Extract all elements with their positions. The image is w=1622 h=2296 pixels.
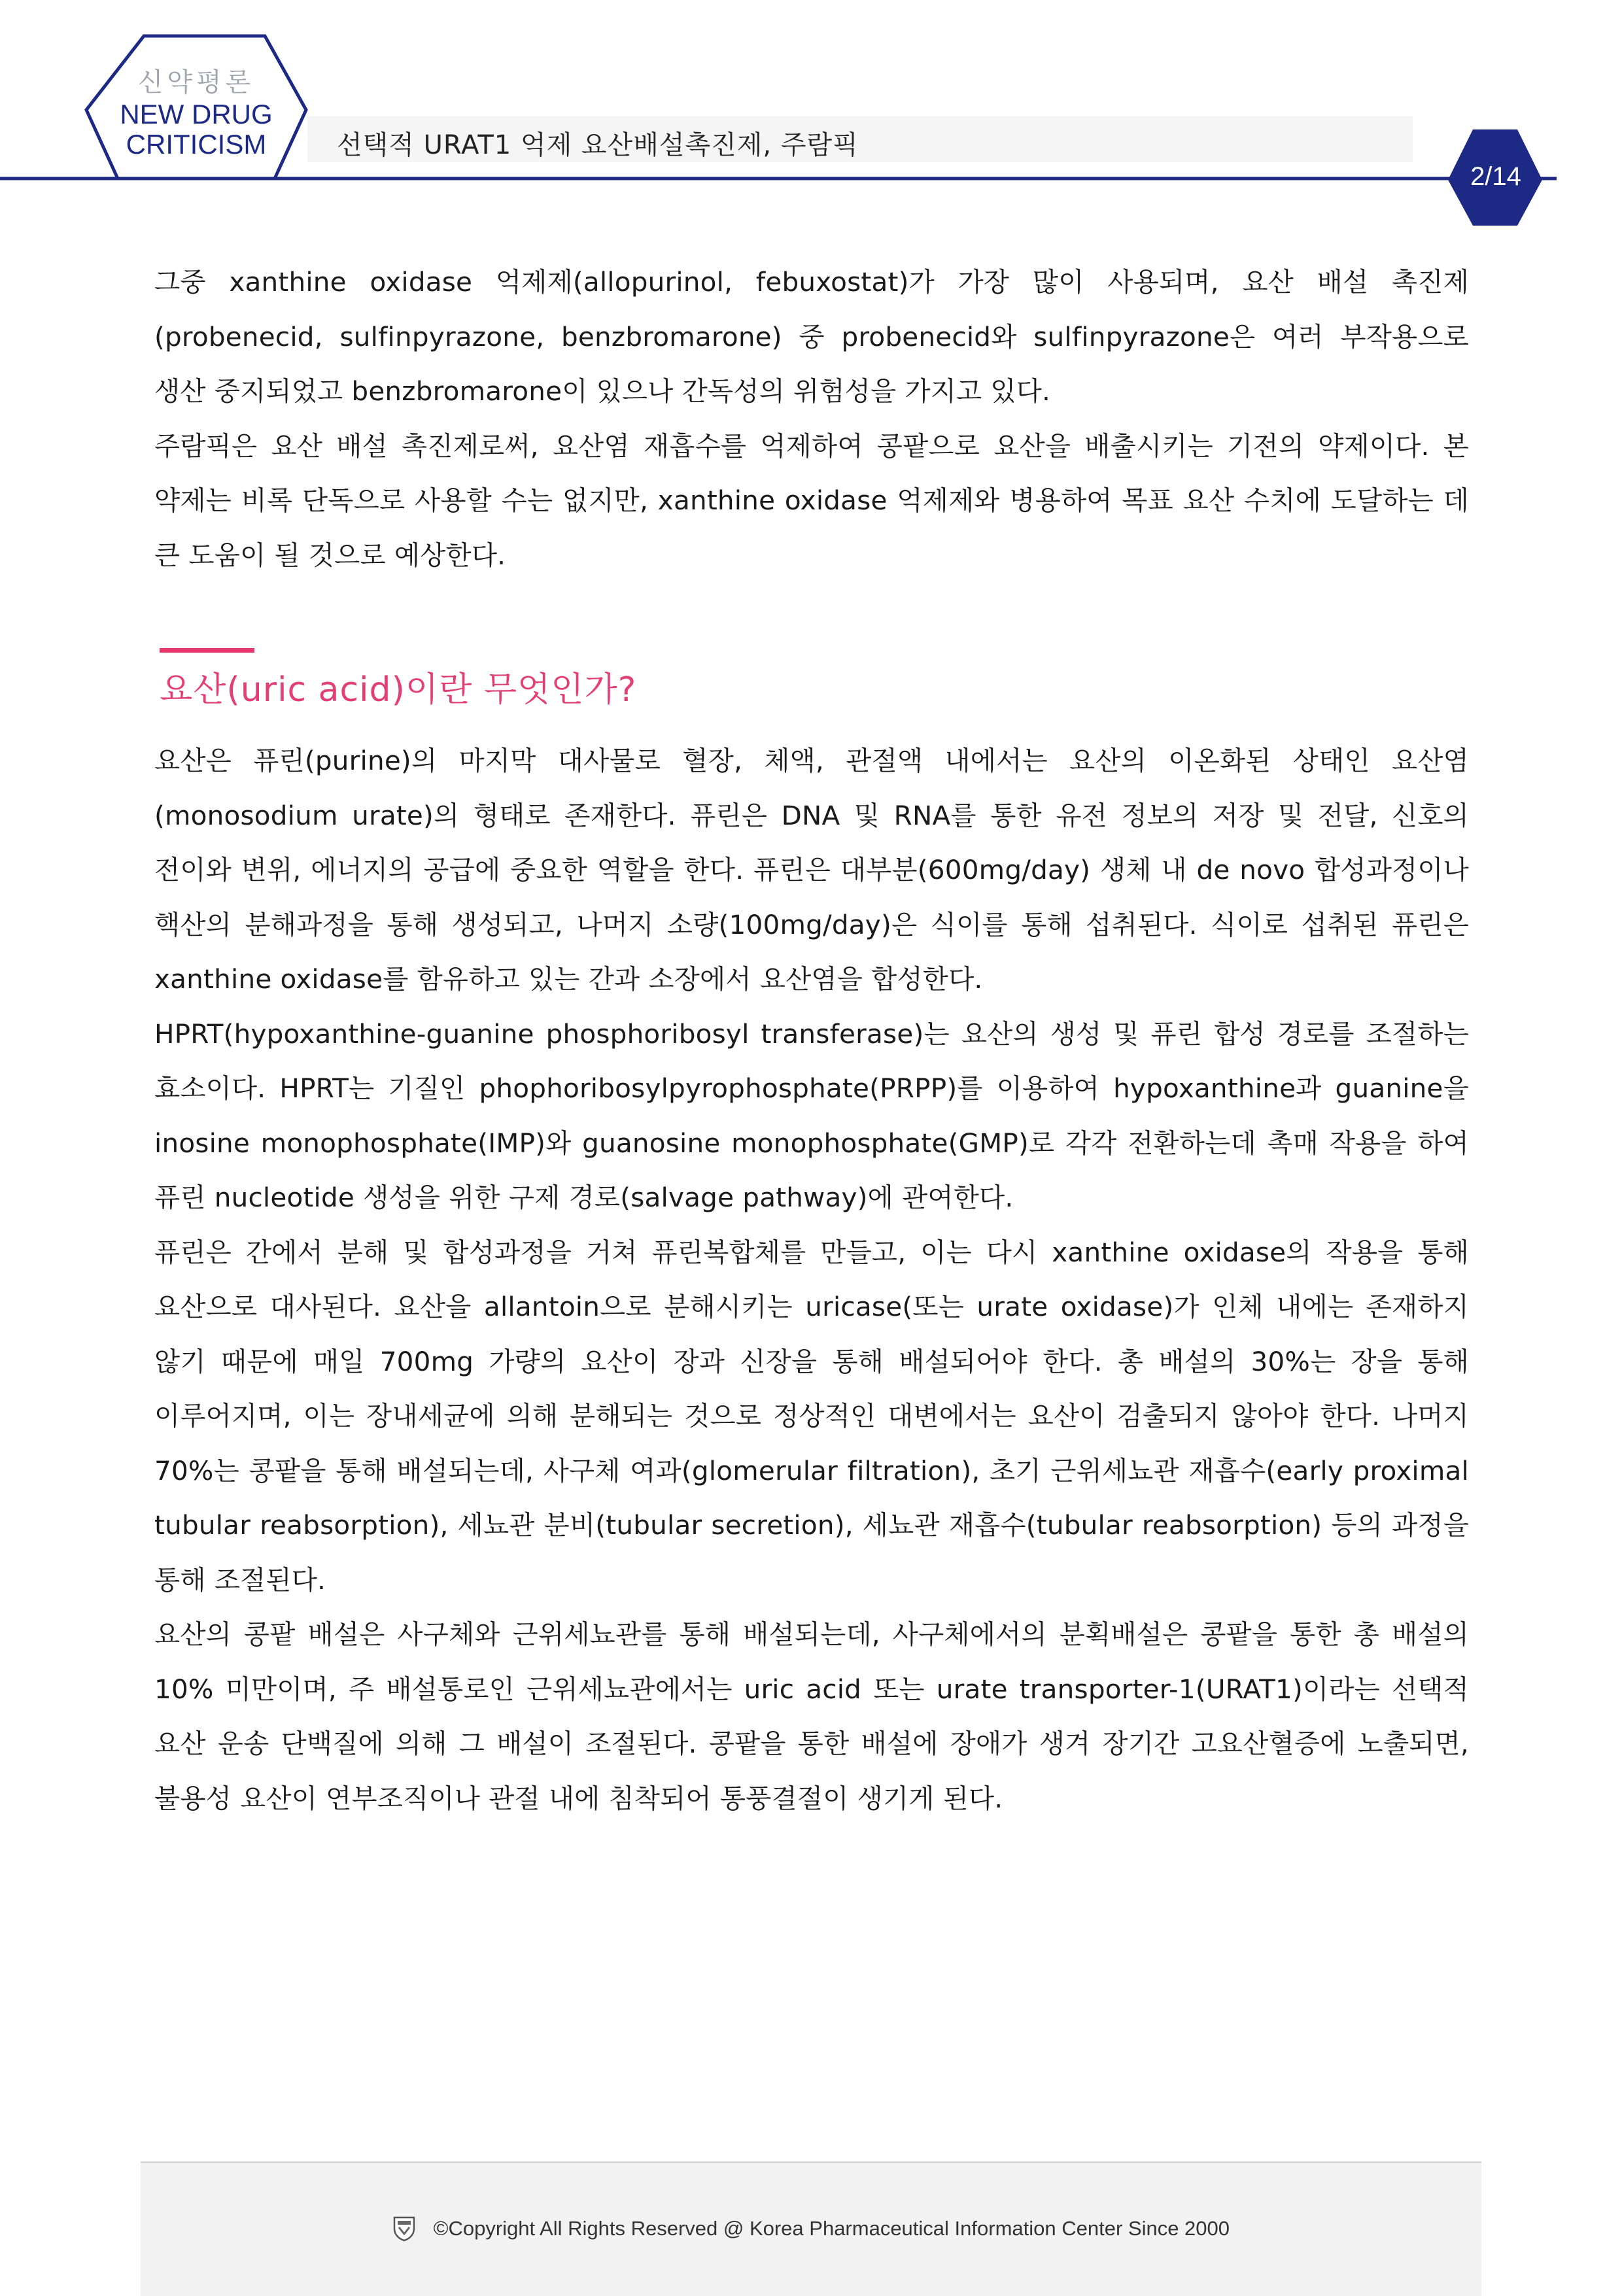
- page-number: 2/14: [1470, 162, 1521, 191]
- document-title: 선택적 URAT1 억제 요산배설촉진제, 주람픽: [337, 130, 859, 160]
- logo-english-line2: CRITICISM: [126, 129, 267, 160]
- page-header: [0, 0, 1622, 235]
- section-paragraph-1: 요산은 퓨린(purine)의 마지막 대사물로 혈장, 체액, 관절액 내에서는 요산의 이온화된 상태인 요산염(monosodium urate)의 형태로 존재한다. 퓨린은 DNA 및 RNA를 통한 유전 정보의 저장 및 전달, 신호의 전이와 변위, 에너지의 공급에 중요한 역할을 한다. 퓨린은 대부분(600mg/day) 생체 내 de novo 합성과정이나 핵산의 분해과정을 통해 생성되고, 나머지 소량(100mg/day)은 식이를 통해 섭취된다. 식이로 섭취된 퓨린은 xanthine oxidase를 함유하고 있는 간과 소장에서 요산염을 합성한다.: [154, 745, 1469, 995]
- logo-english-line1: NEW DRUG: [120, 99, 273, 129]
- section-paragraph-3: 퓨린은 간에서 분해 및 합성과정을 거쳐 퓨린복합체를 만들고, 이는 다시 xanthine oxidase의 작용을 통해 요산으로 대사된다. 요산을 allantoin으로 분해시키는 uricase(또는 urate oxidase)가 인체 내에는 존재하지 않기 때문에 매일 700mg 가량의 요산이 장과 신장을 통해 배설되어야 한다. 총 배설의 30%는 장을 통해 이루어지며, 이는 장내세균에 의해 분해되는 것으로 정상적인 대변에서는 요산이 검출되지 않아야 한다. 나머지 70%는 콩팥을 통해 배설되는데, 사구체 여과(glomerular filtration), 초기 근위세뇨관 재흡수(early proximal tubular reabsorption), 세뇨관 분비(tubular secretion), 세뇨관 재흡수(tubular reabsorption) 등의 과정을 통해 조절된다.: [154, 1236, 1469, 1596]
- logo-korean: 신약평론: [137, 67, 255, 97]
- copyright-text: ©Copyright All Rights Reserved @ Korea Pharmaceutical Information Center Since 2000: [433, 2217, 1230, 2240]
- shield-emblem-icon: [392, 2216, 416, 2242]
- uric-acid-section: [154, 648, 1469, 1826]
- intro-paragraph-1: 그중 xanthine oxidase 억제제(allopurinol, febuxostat)가 가장 많이 사용되며, 요산 배설 촉진제(probenecid, sulfinpyrazone, benzbromarone) 중 probenecid와 sulfinpyrazone은 여러 부작용으로 생산 중지되었고 benzbromarone이 있으나 간독성의 위험성을 가지고 있다.: [154, 266, 1469, 407]
- page-footer: [141, 2161, 1481, 2296]
- logo: [98, 65, 294, 160]
- section-title: 요산(uric acid)이란 무엇인가?: [160, 670, 637, 710]
- main-content: [154, 255, 1469, 1826]
- footer-copyright-line: [141, 2216, 1481, 2242]
- section-accent-bar: [160, 648, 254, 653]
- section-paragraph-2: HPRT(hypoxanthine-guanine phosphoribosyl transferase)는 요산의 생성 및 퓨린 합성 경로를 조절하는 효소이다. HPRT는 기질인 phophoribosylpyrophosphate(PRPP)를 이용하여 hypoxanthine과 guanine을 inosine monophosphate(IMP)와 guanosine monophosphate(GMP)로 각각 전환하는데 촉매 작용을 하여 퓨린 nucleotide 생성을 위한 구제 경로(salvage pathway)에 관여한다.: [154, 1018, 1469, 1213]
- section-paragraph-4: 요산의 콩팥 배설은 사구체와 근위세뇨관를 통해 배설되는데, 사구체에서의 분획배설은 콩팥을 통한 총 배설의 10% 미만이며, 주 배설통로인 근위세뇨관에서는 uric acid 또는 urate transporter-1(URAT1)이라는 선택적 요산 운송 단백질에 의해 그 배설이 조절된다. 콩팥을 통한 배설에 장애가 생겨 장기간 고요산혈증에 노출되면, 불용성 요산이 연부조직이나 관절 내에 침착되어 통풍결절이 생기게 된다.: [154, 1619, 1469, 1814]
- intro-paragraph-2: 주람픽은 요산 배설 촉진제로써, 요산염 재흡수를 억제하여 콩팥으로 요산을 배출시키는 기전의 약제이다. 본 약제는 비록 단독으로 사용할 수는 없지만, xanthine oxidase 억제제와 병용하여 목표 요산 수치에 도달하는 데 큰 도움이 될 것으로 예상한다.: [154, 430, 1469, 571]
